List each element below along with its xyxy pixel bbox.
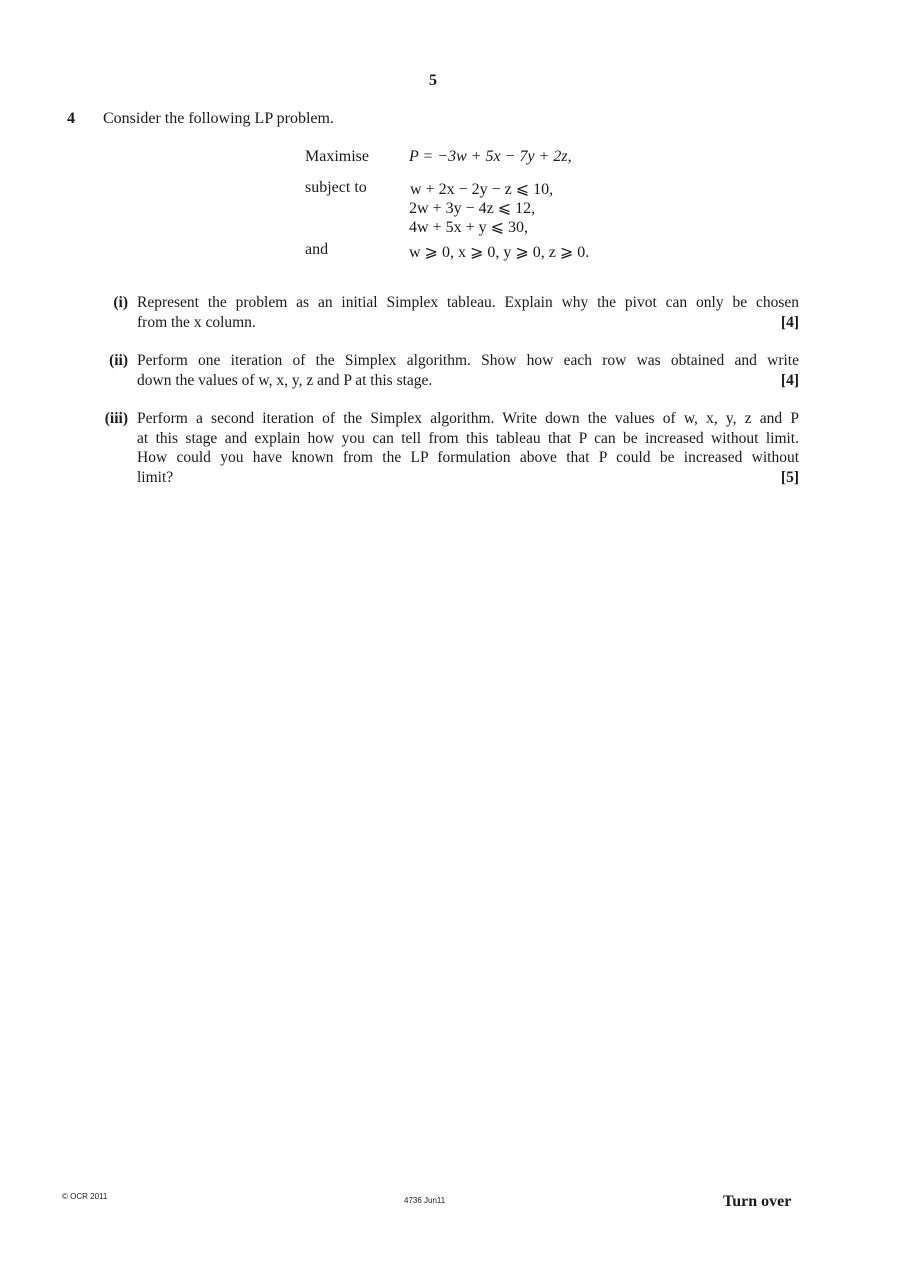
part-ii-text <box>137 351 799 390</box>
constraints-label: subject to <box>305 179 367 196</box>
part-i-line-2: from the x column. [4] <box>137 313 799 331</box>
part-ii-line-1: Perform one iteration of the Simplex algorithm. Show how each row was obtained and write <box>137 352 799 369</box>
question-intro: Consider the following LP problem. <box>103 110 334 127</box>
part-iii-line-4: limit? [5] <box>137 468 799 486</box>
part-i-line-1: Represent the problem as an initial Simplex tableau. Explain why the pivot can only be chosen <box>137 294 799 311</box>
part-ii-line-2: down the values of w, x, y, z and P at this stage. [4] <box>137 371 799 389</box>
question-number: 4 <box>67 110 75 127</box>
objective-label: Maximise <box>305 148 369 165</box>
constraint-3: 4w + 5x + y ⩽ 30, <box>409 219 529 236</box>
footer-paper-code: 4736 Jun11 <box>404 1196 446 1205</box>
constraint-2: 2w + 3y − 4z ⩽ 12, <box>409 200 536 217</box>
part-ii-marks: [4] <box>780 371 799 389</box>
part-i-text <box>137 293 799 332</box>
part-i-label: (i) <box>113 294 128 311</box>
footer-turn-over: Turn over <box>723 1193 792 1210</box>
page-number: 5 <box>429 72 437 89</box>
objective-expression: P = −3w + 5x − 7y + 2z, <box>409 148 572 165</box>
nonneg-constraints: w ⩾ 0, x ⩾ 0, y ⩾ 0, z ⩾ 0. <box>409 244 590 261</box>
part-iii-line-1: Perform a second iteration of the Simplex algorithm. Write down the values of w, x, y, z and P <box>137 410 799 427</box>
part-i-marks: [4] <box>780 313 799 331</box>
part-iii-label: (iii) <box>104 410 128 427</box>
part-ii-label: (ii) <box>109 352 128 369</box>
nonneg-label: and <box>305 241 329 258</box>
part-iii-marks: [5] <box>780 468 799 486</box>
part-iii-line-2: at this stage and explain how you can tell from this tableau that P can be increased without limit. <box>137 429 799 447</box>
part-iii-line-3: How could you have known from the LP formulation above that P could be increased without <box>137 449 799 466</box>
constraint-1: w + 2x − 2y − z ⩽ 10, <box>410 181 554 198</box>
footer-copyright: © OCR 2011 <box>62 1192 108 1201</box>
part-iii-text <box>137 409 799 487</box>
